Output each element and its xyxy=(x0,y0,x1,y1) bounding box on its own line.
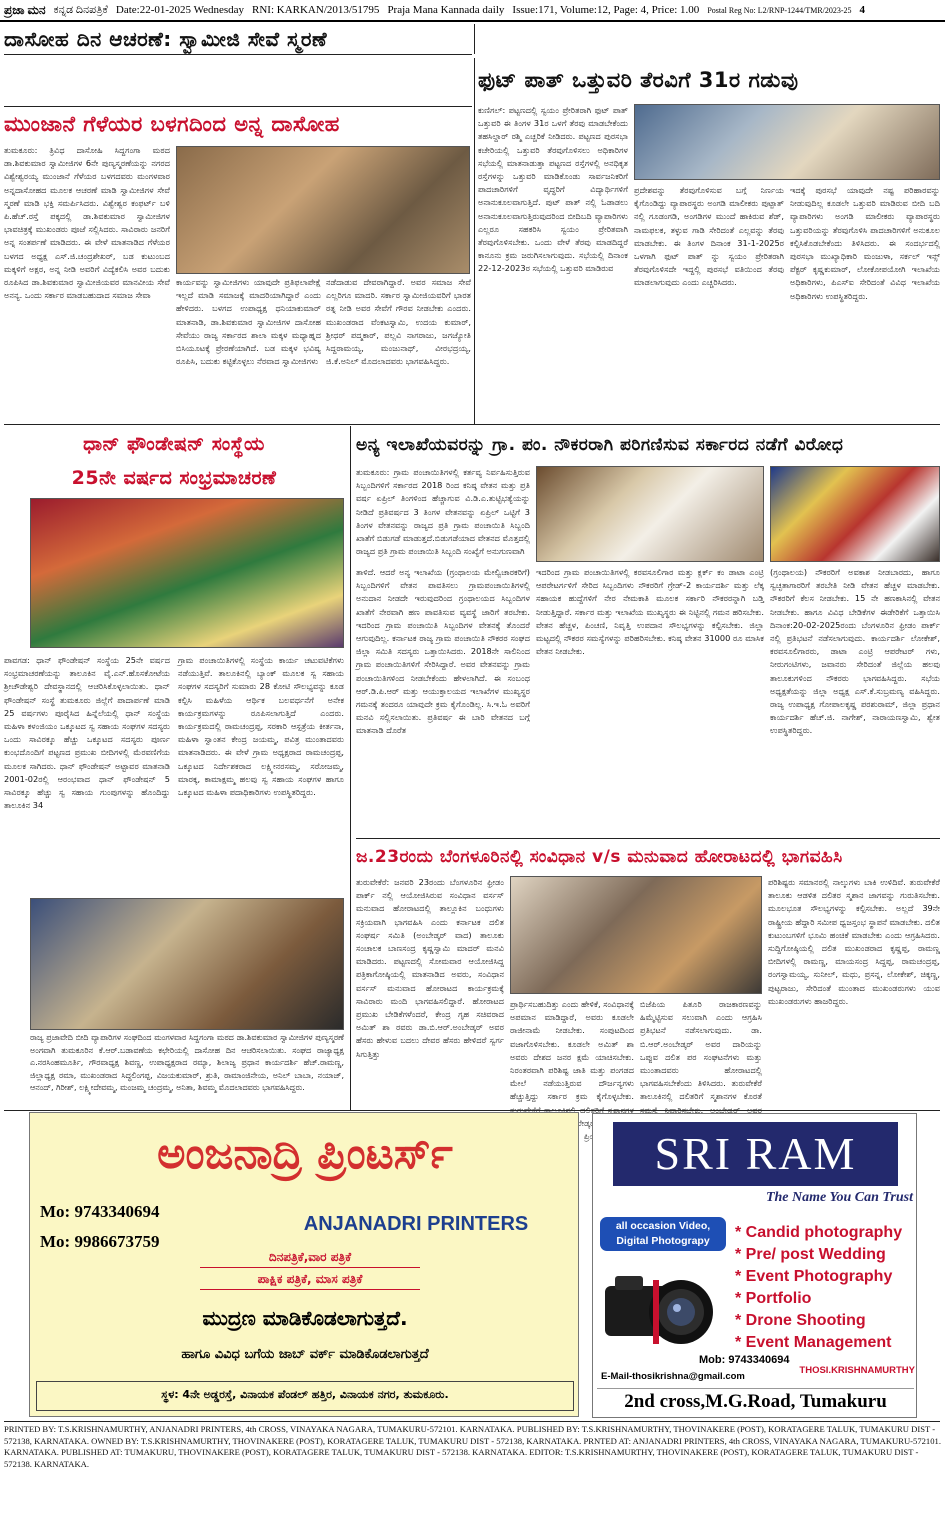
ad-sri-ram xyxy=(592,1113,917,1418)
story4-column: ತಾಳಿದೆ. ಆದರೆ ಅನ್ಯ ಇಲಾಖೆಯ (ಗ್ರಂಥಾಲಯ ಮೇಲ್ವಿಚಾರಕರಿಗೆ) ಸಿಬ್ಬಂದಿಗಳಿಗೆ ವೇತನ ಪಾವತಿಸಲು ಗ್ರಾಮಪಂಚಾಯಿತಿಗಳಲ್ಲಿ ಅನುದಾನ ನೀಡದೇ ಇರುವುದರಿಂದ ಗ್ರಂಥಾಲಯದ ಸಿಬ್ಬಂದಿಗಳ ಖಾತೆಗೆ ನೇರವಾಗಿ ಹಣ ಪಾವತಿಸುವ ವ್ಯವಸ್ಥೆ ಜಾರಿಗೆ ತರಬೇಕು. ಇದರಿಂದ ಗ್ರಾಮ ಪಂಚಾಯಿತಿ ಸಿಬ್ಬಂದಿಗಳ ವೇತನಕ್ಕೆ ತೊಂದರೆ ಆಗುವುದಿಲ್ಲ. ಕರ್ನಾಟಕ ರಾಜ್ಯ ಗ್ರಾಮ ಪಂಚಾಯಿತಿ ನೌಕರರ ಸಂಘದ ಜಿಲ್ಲಾ ಸಮಿತಿ ಸದಸ್ಯರು ಒತ್ತಾಯಿಸಿದರು. 2018ನೇ ಸಾಲಿನಿಂದ ಗ್ರಾಮ ಪಂಚಾಯಿತಿಗಳಿಗೆ ಸೇರಿಸಿದ್ದಾರೆ. ಅವರ ವೇತನವನ್ನು ಗ್ರಾಮ ಪಂಚಾಯಿತಿಗಳಿಂದ ನೀಡಬೇಕೆಂದು ಹೇಳಲಾಗಿದೆ. ಈ ಸಂಬಂಧ ಆರ್.ಡಿ.ಪಿ.ಆರ್ ಮತ್ತು ಆಯುಕ್ತಾಲಯದ ಇಲಾಖೆಗಳ ಮುಖ್ಯಸ್ಥರ ಗಮನಕ್ಕೆ ತಂದರೂ ಯಾವುದೇ ಕ್ರಮ ಕೈಗೊಂಡಿಲ್ಲ. ಸಿ.ಇ.ಓ ಅವರಿಗೆ ಮನವಿ ಸಲ್ಲಿಸಲಾಯಿತು. ಪ್ರತಿವರ್ಷ ಈ ಬಾರಿ ವೇತನದ ಬಗ್ಗೆ ಮಾತನಾಡಿ ದೊರೆತ xyxy=(356,567,530,736)
story5-column: ಪರಿಶಿಷ್ಟರು ಸಮಾನರಲ್ಲಿ ನಾಲ್ಕುಗಳು ಬಾಕಿ ಉಳಿದಿವೆ. ತುರುವೇಕೆರೆ ತಾಲೂಕು ಆಡಳಿತ ದಲಿತರ ಸ್ಮಶಾನ ಜಾಗವನ್ನು ಗುರುತಿಸಬೇಕು. ಮೂಲಭೂತ ಸೌಲಭ್ಯಗಳನ್ನು ಕಲ್ಪಿಸಬೇಕು. ಅಲ್ಲದೆ 39ನೇ ರಾಷ್ಟ್ರೀಯ ಹೆದ್ದಾರಿ ಸಮೀಪ ಧ್ವಜಸ್ತಂಭ ಸ್ಥಾಪನೆ ಮಾಡಬೇಕು. ದಲಿತ ಕುಟುಂಬಗಳಿಗೆ ಭೂಮಿ ಹಂಚಿಕೆ ಮಾಡಬೇಕು ಎಂದು ಆಗ್ರಹಿಸಿದರು. ಸುದ್ದಿಗೋಷ್ಠಿಯಲ್ಲಿ ದಲಿತ ಮುಖಂಡರಾದ ಕೃಷ್ಣಪ್ಪ, ರಾಮಣ್ಣ ಬೀದಿಗಳಲ್ಲಿ ರಾಮಣ್ಣ, ಮಾಯಸಂದ್ರ ಸಿದ್ದಪ್ಪ, ರಾಮಚಂದ್ರಪ್ಪ, ರಂಗಸ್ವಾಮಯ್ಯ, ಸುನೀಲ್, ಮಧು, ಪ್ರಸನ್ನ, ಲೋಕೇಶ್, ಚಿಕ್ಕಣ್ಣ, ಪುಟ್ಟರಾಜು, ಸೇರಿದಂತೆ ಮುಂತಾದ ಮುಖಂಡರುಗಳು ಯುವ ಮುಖಂಡರುಗಳು ಹಾಜರಿದ್ದರು. xyxy=(768,877,941,1006)
story5-column: ಪ್ರಾರ್ಥಿಸಬಹುದಿತ್ತು ಎಂದು ಹೇಳಿಕೆ, ಸಂವಿಧಾನಕ್ಕೆ ಅಪಮಾನ ಮಾಡಿದ್ದಾರೆ, ಅವರು ಕೂಡಲೇ ರಾಜೀನಾಮೆ ನೀಡಬೇಕು. ಸಂಪುಟದಿಂದ ವಜಾಗೊಳಿಸಬೇಕು. ಕೂಡಲೇ ಅಮಿತ್ ಶಾ ಅವರು ದೇಶದ ಜನರ ಕ್ಷಮೆ ಯಾಚಿಸಬೇಕು. ನಿರಂತರವಾಗಿ ಪರಿಶಿಷ್ಟ ಜಾತಿ ಮತ್ತು ಪಂಗಡದ ಮೇಲೆ ನಡೆಯುತ್ತಿರುವ ದೌರ್ಜನ್ಯಗಳು ಹೆಚ್ಚುತ್ತಿದ್ದು ಸರ್ಕಾರ ಕ್ರಮ ಕೈಗೊಳ್ಳಬೇಕು. ಅಂಬೇಡ್ಕರ್ xyxy=(510,999,634,1128)
ad-mobile: Mob: 9743340694 xyxy=(699,1354,790,1366)
ad-line: ಪಾಕ್ಷಿಕ ಪತ್ರಿಕೆ, ಮಾಸ ಪತ್ರಿಕೆ xyxy=(200,1269,420,1290)
divider xyxy=(4,1110,940,1111)
story1-column: ಕಾರ್ಯವನ್ನು ಸ್ವಾಮೀಜಿಗಳು ಯಾವುದೇ ಪ್ರತಿಫಲಾಪೇಕ್ಷೆ ಇಲ್ಲದೆ ಮಾಡಿ ಸಮಾಜಕ್ಕೆ ಮಾದರಿಯಾಗಿದ್ದಾರೆ ಎಂದು ಹೇಳಿದರು. ಬಳಗದ ಉಪಾಧ್ಯಕ್ಷ ಧನಿಯಾಕುಮಾರ್ ಮಾತನಾಡಿ, ಡಾ.ಶಿವಕುಮಾರ ಸ್ವಾಮೀಜಿಗಳ ದಾಸೋಹ ಸೇವೆಯು ರಾಜ್ಯ ಸರ್ಕಾರದ ಶಾಲಾ ಮಕ್ಕಳ ಮಧ್ಯಾಹ್ನದ ಬಿಸಿಯೂಟಕ್ಕೆ ಪ್ರೇರಣೆಯಾಗಿದೆ. ಬಡ ಮಕ್ಕಳ ಭವಿಷ್ಯ ರೂಪಿಸಿ, ಬದುಕು ಕಟ್ಟಿಕೊಳ್ಳಲು ನೆರವಾದ ಸ್ವಾಮೀಜಿಗಳು xyxy=(176,277,321,367)
ad-service-item: * Pre/ post Wedding xyxy=(735,1246,886,1263)
page-number: 4 xyxy=(859,4,866,16)
story5-photo xyxy=(510,876,762,994)
divider xyxy=(4,424,940,425)
story2-photo xyxy=(634,104,940,180)
story4-column: ಇದರಿಂದ ಗ್ರಾಮ ಪಂಚಾಯಿತಿಗಳಲ್ಲಿ ಕರವಸೂಲಿಗಾರ ಮತ್ತು ಕ್ಲರ್ಕ್ ಕಂ ಡಾಟಾ ಎಂಟ್ರಿ ಆಪರೇಟರ್ಗಳಿಗೆ ಸೇರಿದ ಸಿಬ್ಬಂದಿಗಳು ನೌಕರರಿಗೆ ಗ್ರೇಡ್-2 ಕಾರ್ಯದರ್ಶಿ ಮತ್ತು ಲೆಕ್ಕ ಸಹಾಯಕ ಹುದ್ದೆಗಳಿಗೆ ನೇರ ನೇಮಕಾತಿ ಮೂಲಕ ಸರ್ಕಾರಿ ನೌಕರರನ್ನಾಗಿ ಬಡ್ತಿ ನೀಡುತ್ತಿದ್ದಾರೆ. ಸರ್ಕಾರ ಮತ್ತು ಇಲಾಖೆಯ ಮುಖ್ಯಸ್ಥರು ಈ ನಿಟ್ಟಿನಲ್ಲಿ ಗಮನ ಹರಿಸಬೇಕು. ವೇತನ ಹೆಚ್ಚಳ, ಪಿಂಚಣಿ, ನಿವೃತ್ತಿ ಉಪದಾನ ಸೌಲಭ್ಯಗಳನ್ನು ಕಲ್ಪಿಸಬೇಕು. ಜಿಲ್ಲಾ ಮಟ್ಟದಲ್ಲಿ ನೌಕರರ ಸಮಸ್ಯೆಗಳನ್ನು ಪರಿಹರಿಸಬೇಕು. ಕನಿಷ್ಠ ವೇತನ 31000 ರೂ ಮಾಸಿಕ ವೇತನ ನೀಡಬೇಕು. xyxy=(536,567,764,657)
story3-photo xyxy=(30,498,344,648)
ad-line: ದಿನಪತ್ರಿಕೆ,ವಾರ ಪತ್ರಿಕೆ xyxy=(200,1247,420,1268)
story3-caption: ರಾಜ್ಯ ಪ್ರಜಾವೇದಿ ಬೀದಿ ವ್ಯಾಪಾರಿಗಳ ಸಂಘದಿಂದ ಮಂಗಳವಾರ ಸಿದ್ದಗಂಗಾ ಮಠದ ಡಾ.ಶಿವಕುಮಾರ ಸ್ವಾಮೀಜಿಗಳ ಪುಣ್ಯಸ್ಮರಣೆ ಅಂಗವಾಗಿ ತುಮಕೂರಿನ ಕೆ.ಆರ್.ಬಡಾವಣೆಯ ಕಛೇರಿಯಲ್ಲಿ ದಾಸೋಹ ದಿನ ಆಚರಿಸಲಾಯಿತು. ಸಂಘದ ರಾಜ್ಯಾಧ್ಯಕ್ಷ ಎ.ನರಸಿಂಹಮೂರ್ತಿ, ಗೌರವಾಧ್ಯಕ್ಷ ಶಿವಣ್ಣ, ಉಪಾಧ್ಯಕ್ಷರಾದ ರಮ್ಯಾ, ಶಿಲಾಜ್ಯ ಪ್ರಧಾನ ಕಾರ್ಯದರ್ಶಿ ಹೆಚ್.ರಾಮಣ್ಣ, ಜಿಲ್ಲಾಧ್ಯಕ್ಷ ರಮಾ, ಮುಖಂಡರಾದ ಸಿದ್ಧಲಿಂಗಪ್ಪ, ವಿಜಯಕುಮಾರ್, ಶ್ರುತಿ, ರಾಮಾಂಜಿನೇಯ, ಅನಿಲ್ ಬಾಬಾ, ನಯಾಜ್, ಆನಂದ್, ಗಿರೀಶ್, ಲಕ್ಷ್ಮೀದೇವಮ್ಮ, ಮಂಜಮ್ಮ ಚಂದ್ರಮ್ಮ, ಅನಿತಾ, ಶಿವಮ್ಮ ಮೊದಲಾದವರು ಭಾಗವಹಿಸಿದ್ದರು. xyxy=(30,1033,344,1092)
story4-column: (ಗ್ರಂಥಾಲಯ) ನೌಕರರಿಗೆ ಅವಕಾಶ ನೀಡಬಾರದು, ಹಾಗೂ ಸ್ವಚ್ಛತಾಗಾರರಿಗೆ ತರಬೇತಿ ನೀಡಿ ವೇತನ ಹೆಚ್ಚಳ ಮಾಡಬೇಕು. ನೌಕರರಿಗೆ ಕೆಲಸ ನೀಡಬೇಕು. 15 ನೇ ಹಣಕಾಸಿನಲ್ಲಿ ವೇತನ ನೀಡಬೇಕು. ಹಾಗೂ ವಿವಿಧ ಬೇಡಿಕೆಗಳ ಈಡೇರಿಕೆಗೆ ಒತ್ತಾಯಿಸಿ ದಿನಾಂಕ:20-02-2025ರಂದು ಬೆಂಗಳೂರಿನ ಫ್ರೀಡಂ ಪಾರ್ಕ್ ನಲ್ಲಿ ಪ್ರತಿಭಟನೆ ನಡೆಸಲಾಗುವುದು. ಕಾರ್ಯದರ್ಶಿ ಲೋಕೇಶ್, ಕರವಸೂಲಿಗಾರರು, ಡಾಟಾ ಎಂಟ್ರಿ ಆಪರೇಟರ್ ಗಳು, ನೀರುಗಂಟಿಗಳು, ಜವಾನರು ಸೇರಿದಂತೆ ಜಿಲ್ಲೆಯ ಹಲವು ತಾಲೂಕುಗಳಿಂದ ನೌಕರರು ಭಾಗವಹಿಸಿದ್ದರು. ಸಭೆಯ ಅಧ್ಯಕ್ಷತೆಯನ್ನು ಜಿಲ್ಲಾ ಅಧ್ಯಕ್ಷ ಎಸ್.ಕೆ.ಸುಬ್ರಮಣ್ಯ ವಹಿಸಿದ್ದರು. ರಾಜ್ಯ ಉಪಾಧ್ಯಕ್ಷ ಗೋಪಾಲಕೃಷ್ಣ ಪರಶುರಾಮ್, ಜಿಲ್ಲಾ ಪ್ರಧಾನ ಕಾರ್ಯದರ್ಶಿ ಹೆಚ್.ಜಿ. ನಾಗೇಶ್, ನಾರಾಯಣಸ್ವಾಮಿ, ಶ್ವೇತ ಉಪಸ್ಥಿತರಿದ್ದರು. xyxy=(770,567,940,736)
ad-line: ಮುದ್ರಣ ಮಾಡಿಕೊಡಲಾಗುತ್ತದೆ. xyxy=(202,1306,408,1330)
story2-column: ಪ್ರದೇಶವನ್ನು ತೆರವುಗೊಳಿಸುವ ಬಗ್ಗೆ ನಿರ್ಣಯ ಕೈಗೊಂಡಿದ್ದು ವ್ಯಾಪಾರಸ್ಥರು ಅಂಗಡಿ ಮಾಲೀಕರು ಪುಟ್ಪಾತ್ ನಲ್ಲಿ ಗೂಡಂಗಡಿ, ಅಂಗಡಿಗಳ ಮುಂದೆ ಹಾಕಿರುವ ಶೆಡ್, ನಾಮಫಲಕ, ತಳ್ಳುವ ಗಾಡಿ ಸೇರಿದಂತೆ ಎಲ್ಲವನ್ನು ತೆರವು ಮಾಡಬೇಕು. ಈ ತಿಂಗಳ ದಿನಾಂಕ 31-1-2025ರ ಒಳಗಾಗಿ ಫುಟ್ ಪಾತ್ ನ್ನು ಸ್ವಯಂ ಪ್ರೇರಿತರಾಗಿ ತೆರವುಗೊಳಿಸದೇ ಇದ್ದಲ್ಲಿ ಪುರಸಭೆ ವತಿಯಿಂದ ತೆರವು ಮಾಡಲಾಗುವುದು ಎಂದು ಎಚ್ಚರಿಸಿದರು. xyxy=(634,185,784,288)
story3-headline-line1: ಧಾನ್ ಫೌಂಡೇಷನ್ ಸಂಸ್ಥೆಯ xyxy=(83,433,265,455)
ad-phone: Mo: 9986673759 xyxy=(40,1232,160,1251)
story3-column: ಪಾವಗಡ: ಧಾನ್ ಫೌಂಡೇಷನ್ ಸಂಸ್ಥೆಯ 25ನೇ ವರ್ಷದ ಸಂಭ್ರಮಾಚರಣೆಯನ್ನು ತಾಲೂಕಿನ ವೈ.ಎನ್.ಹೊಸಕೋಟೆಯ ಶ್ರೀಚೌಡೇಶ್ವರಿ ದೇವಸ್ಥಾನದಲ್ಲಿ ಆಚರಿಸಿಕೊಳ್ಳಲಾಯಿತು. ಧಾನ್ ಫೌಂಡೇಷನ್ ಸಂಸ್ಥೆ ತುಮಕೂರು ಜಿಲ್ಲೆಗೆ ಪಾದಾರ್ಪಣೆ ಮಾಡಿ 25 ವರ್ಷಗಳು ಪೂರೈಸಿದ ಹಿನ್ನೆಲೆಯಲ್ಲಿ ಧಾನ್ ಸಂಸ್ಥೆಯ ಮಹಿಳಾ ಕಳಂಜಿಯಂ ಒಕ್ಕೂಟದ ಸ್ವ ಸಹಾಯ ಸಂಘಗಳ ಸದಸ್ಯರು ಒಂದು ಸಾವಿರಕ್ಕೂ ಹೆಚ್ಚು ಒಕ್ಕೂಟದ ಸದಸ್ಯರು ಪೂರ್ಣ ಕುಂಭದೊಂದಿಗೆ ಪಟ್ಟಣದ ಪ್ರಮುಖ ಬೀದಿಗಳಲ್ಲಿ ಮೆರವಣಿಗೆಯ ಮೂಲಕ ಸಾಗಿದರು. ಧಾನ್ ಫೌಂಡೇಷನ್ ಅಟ್ಟಾವರ ಮಾತನಾಡಿ 2001-02ರಲ್ಲಿ ಆರಂಭವಾದ ಧಾನ್ ಫೌಂಡೇಷನ್ 5 ಸಾವಿರಕ್ಕೂ ಹೆಚ್ಚು ಸ್ವ ಸಹಾಯ ಗುಂಪುಗಳನ್ನು ಹೊಂದಿದ್ದು ತಾಲೂಕಿನ 34 xyxy=(4,655,170,811)
story5-column: ಬಿಜೆಪಿಯ ಪಿತೂರಿ ರಾಜಕಾರಣವನ್ನು ಹಿಮ್ಮೆಟ್ಟಿಸುವ ಸಲುವಾಗಿ ಎಂದು ಆಗ್ರಹಿಸಿ ಪ್ರತಿಭಟನೆ ನಡೆಸಲಾಗುವುದು. ಡಾ. ಬಿ.ಆರ್.ಅಂಬೇಡ್ಕರ್ ಅವರ ದಾರಿಯನ್ನು ಒಪ್ಪುವ ದಲಿತ ಪರ ಸಂಘಟನೆಗಳು ಮತ್ತು ಮುಂತಾದವರು ಹೋರಾಟದಲ್ಲಿ ಭಾಗವಹಿಸಬೇಕೆಂದು ತಿಳಿಸಿದರು. ತುರುವೇಕೆರೆ ತಾಲೂಕಿನಲ್ಲಿ ದಲಿತರಿಗೆ ಸ್ಮಶಾನಗಳ ಕೊರತೆ xyxy=(640,999,762,1102)
ad-anjanadri-printers xyxy=(29,1112,579,1417)
story1-kicker: ದಾಸೋಹ ದಿನ ಆಚರಣೆ: ಸ್ವಾಮೀಜಿ ಸೇವೆ ಸ್ಮರಣೆ xyxy=(4,27,328,51)
ad-services-list xyxy=(735,1222,915,1354)
ad-owner: THOSI.KRISHNAMURTHY xyxy=(799,1365,915,1376)
ad-phone: Mo: 9743340694 xyxy=(40,1202,160,1221)
ad-address: ಸ್ಥಳ: 4ನೇ ಅಡ್ಡರಸ್ತೆ, ವಿನಾಯಕ ಪೆಂಡಲ್ ಹತ್ತಿರ, ವಿನಾಯಕ ನಗರ, ತುಮಕೂರು. xyxy=(36,1381,574,1411)
ad-service-item: * Drone Shooting xyxy=(735,1312,866,1329)
ad-badge: all occasion Video, Digital Photograpy xyxy=(599,1216,727,1252)
ad-service-item: * Candid photography xyxy=(735,1224,903,1241)
story4-headline: ಅನ್ಯ ಇಲಾಖೆಯವರನ್ನು ಗ್ರಾ. ಪಂ. ನೌಕರರಾಗಿ ಪರಿಗಣಿಸುವ ಸರ್ಕಾರದ ನಡೆಗೆ ವಿರೋಧ xyxy=(356,435,844,455)
divider xyxy=(474,58,475,424)
story4-photo xyxy=(536,466,764,562)
story2-column: ಇದಕ್ಕೆ ಪುರಸಭೆ ಯಾವುದೇ ನಷ್ಟ ಪರಿಹಾರವನ್ನು ನೀಡುವುದಿಲ್ಲ ಕೂಡಲೇ ಒತ್ತುವರಿ ಮಾಡಿರುವ ಬೀದಿ ಬದಿ ವ್ಯಾಪಾರಿಗಳು ಅಂಗಡಿ ಮಾಲೀಕರು ವ್ಯಾಪಾರಸ್ಥರು ಒತ್ತುವರಿಯನ್ನು ತೆರವುಗೊಳಿಸಿ ಪಾದಚಾರಿಗಳಿಗೆ ಅನುಕೂಲ ಕಲ್ಪಿಸಿಕೊಡಬೇಕೆಂದು ತಿಳಿಸಿದರು. ಈ ಸಂದರ್ಭದಲ್ಲಿ ಪುರಸಭಾ ಮುಖ್ಯಾಧಿಕಾರಿ ಮಂಜುಳಾ, ಸರ್ಕಲ್ ಇನ್ಸ್ ಪೆಕ್ಟರ್ ಕೃಷ್ಣಕುಮಾರ್, ಲೋಕೋಪಯೋಗಿ ಇಲಾಖೆಯ ಅಧಿಕಾರಿಗಳು, ಪಿಎಸ್ಐ ಸೇರಿದಂತೆ ವಿವಿಧ ಇಲಾಖೆಯ ಅಧಿಕಾರಿಗಳು ಉಪಸ್ಥಿತರಿದ್ದರು. xyxy=(790,185,940,301)
story4-photo xyxy=(770,466,940,562)
ad-service-item: * Portfolio xyxy=(735,1290,812,1307)
ad-address: 2nd cross,M.G.Road, Tumakuru xyxy=(597,1388,914,1415)
ad-email: E-Mail-thosikrishna@gmail.com xyxy=(601,1371,745,1382)
story1-headline: ಮುಂಜಾನೆ ಗೆಳೆಯರ ಬಳಗದಿಂದ ಅನ್ನ ದಾಸೋಹ xyxy=(4,112,340,136)
ad-service-item: * Event Management xyxy=(735,1334,892,1351)
ad-tagline: The Name You Can Trust xyxy=(765,1190,913,1205)
story1-column: ನಡೆದಾಡುವ ದೇವರಾಗಿದ್ದಾರೆ. ಅವರ ಸಮಾಜ ಸೇವೆ ಎಲ್ಲರಿಗೂ ಮಾದರಿ. ಸರ್ಕಾರ ಸ್ವಾಮೀಜಿಯವರಿಗೆ ಭಾರತ ರತ್ನ ನೀಡಿ ಅವರ ಸೇವೆಗೆ ಗೌರವ ನೀಡಬೇಕು ಎಂದರು. ಮುಖಂಡರಾದ ವೆಂಕಟಸ್ವಾಮಿ, ಉದಯ ಕುಮಾರ್, ಶ್ರೀಧರ್ ಪದ್ಮಕಾರ್, ಪಲ್ಲವಿ ನಾಗರಾಜು, ಜಗಜ್ಯೋತಿ ಸಿದ್ದರಾಮಯ್ಯ, ಮಂಜುನಾಥ್, ವೀರಭದ್ರಯ್ಯ, ಜಿ.ಕೆ.ಅನಿಲ್ ಮೊದಲಾದವರು ಭಾಗವಹಿಸಿದ್ದರು. xyxy=(326,277,471,367)
story4-column: ತುಮಕೂರು: ಗ್ರಾಮ ಪಂಚಾಯಿತಿಗಳಲ್ಲಿ ಕರ್ತವ್ಯ ನಿರ್ವಹಿಸುತ್ತಿರುವ ಸಿಬ್ಬಂದಿಗಳಿಗೆ ಸರ್ಕಾರದ 2018 ರಿಂದ ಕನಿಷ್ಠ ವೇತನ ಮತ್ತು ಪ್ರತಿ ವರ್ಷ ಏಪ್ರಿಲ್ ತಿಂಗಳಿಂದ ಹೆಚ್ಚಾಗುವ ವಿ.ಡಿ.ಎ.ತುಟ್ಟಿಭತ್ಯೆಯನ್ನು ನೀಡಿದೆ ಪ್ರತಿವರ್ಷದ 3 ತಿಂಗಳ ವೇತನವನ್ನು ಏಪ್ರಿಲ್ ಒಟ್ಟಿಗೆ 3 ತಿಂಗಳ ವೇತನವನ್ನು ರಾಜ್ಯದ ಪ್ರತಿ ಗ್ರಾಮ ಪಂಚಾಯಿತಿ ಸಿಬ್ಬಂದಿ ಖಾತೆಗೆ ಬಿಡುಗಡೆ ಮಾಡುತ್ತದೆ.ಬಿಡುಗಡೆಯಾದ ವೇತನದ ಮೊತ್ತದಲ್ಲಿ ರಾಜ್ಯದ ಪ್ರತಿ ಗ್ರಾಮ ಪಂಚಾಯಿತಿ ಸಿಬ್ಬಂದಿ ಸಂಖ್ಯೆಗೆ ಅನುಗುಣವಾಗಿ xyxy=(356,467,530,557)
divider xyxy=(4,106,472,107)
story2-headline: ಫುಟ್ ಪಾತ್ ಒತ್ತುವರಿ ತೆರವಿಗೆ 31ರ ಗಡುವು xyxy=(478,68,799,92)
masthead xyxy=(0,0,945,22)
masthead-subtitle: ಕನ್ನಡ ದಿನಪತ್ರಿಕೆ xyxy=(53,3,108,16)
story3-photo xyxy=(30,898,344,1030)
ad-title: SRI RAM xyxy=(613,1122,898,1186)
imprint-footer: PRINTED BY: T.S.KRISHNAMURTHY, ANJANADRI PRINTERS, 4th CROSS, VINAYAKA NAGARA, TUMAKURU-572101. KARNATAKA. PUBLISHED BY: T.S.KRISHNAMURTHY, THOVINAKERE (POST), KORATAGERE TALUK, TUMAKURU DIST - 572138, KARNATAKA. OWNED BY: T.S.KRISHNAMURTHY, THOVINAKERE (POST), KORATAGERE TALUK, TUMAKURU DIST - 572138, KARNATAKA. PRNTED AT: ANJANADRI PRINTERS, 4th CROSS, VINAYAKA NAGARA, TUMAKURU-572101. KARNATAKA. PUBLISHED AT: TUMAKURU, THOVINAKERE (POST), KORATAGERE TALUK, TUMAKURU DIST - 572138. KARNATAKA. EDITOR: T.S.KRISHNAMURTHY, THOVINAKERE (POST), KORATAGERE TALUK, TUMAKURU DIST - 572138. KARNATAKA. xyxy=(4,1424,941,1469)
divider xyxy=(474,24,475,54)
story5-column: ತುರುವೇಕೆರೆ: ಜನವರಿ 23ರಂದು ಬೆಂಗಳೂರಿನ ಫ್ರೀಡಂ ಪಾರ್ಕ್ ನಲ್ಲಿ ಆಯೋಜಿಸಿರುವ ಸಂವಿಧಾನ ವರ್ಸಸ್ ಮನುವಾದ ಹೋರಾಟದಲ್ಲಿ ತಾಲ್ಲೂಕಿನ ಬಂಧುಗಳು ಸಕ್ರಿಯವಾಗಿ ಭಾಗವಹಿಸಿ ಎಂದು ಕರ್ನಾಟಕ ದಲಿತ ಸಂಘರ್ಷ ಸಮಿತಿ (ಅಂಬೇಡ್ಕರ್ ವಾದ) ತಾಲೂಕು ಸಂಚಾಲಕ ಬಾಣಸಂದ್ರ ಕೃಷ್ಣಸ್ವಾಮಿ ಮಾದರ್ ಮನವಿ ಮಾಡಿದರು. ಪಟ್ಟಣದಲ್ಲಿ ಸೋಮವಾರ ಆಯೋಜಿಸಿದ್ದ ಪತ್ರಿಕಾಗೋಷ್ಠಿಯಲ್ಲಿ ಮಾತನಾಡಿದ ಅವರು, ಸಂವಿಧಾನ ವರ್ಸಸ್ ಮನುವಾದ ಹೋರಾಟದ ಕಾರ್ಯಕ್ರಮಕ್ಕೆ ಸಾವಿರಾರು ಮಂದಿ ಭಾಗವಹಿಸಲಿದ್ದಾರೆ. ಹೋರಾಟದ ಪ್ರಮುಖ ಬೇಡಿಕೆಗಳೆಂದರೆ, ಕೇಂದ್ರ ಗೃಹ ಸಚಿವರಾದ ಅಮಿತ್ ಶಾ ರವರು ಡಾ.ಬಿ.ಆರ್.ಅಂಬೇಡ್ಕರ್ ಅವರ ಹೆಸರು ಹೇಳುವ ಬದಲು ದೇವರ ಹೆಸರು ಹೇಳಿದರೆ ಸ್ವರ್ಗ ಸಿಗುತ್ತಿತ್ತು xyxy=(356,877,504,1059)
story3-headline-line2: 25ನೇ ವರ್ಷದ ಸಂಭ್ರಮಾಚರಣೆ xyxy=(71,467,277,489)
divider xyxy=(4,1421,940,1422)
story1-photo xyxy=(176,146,470,274)
story2-column: ಕುಣಿಗಲ್: ಪಟ್ಟಣದಲ್ಲಿ ಸ್ವಯಂ ಪ್ರೇರಿತರಾಗಿ ಫುಟ್ ಪಾತ್ ಒತ್ತುವರಿ ಈ ತಿಂಗಳ 31ರ ಒಳಗೆ ತೆರವು ಮಾಡಬೇಕೆಂದು ತಹಸಿಲ್ದಾರ್ ರಶ್ಮಿ ಎಚ್ಚರಿಕೆ ನೀಡಿದರು. ಪಟ್ಟಣದ ಪುರಸಭಾ ಕಚೇರಿಯಲ್ಲಿ ಒತ್ತುವರಿ ತೆರವುಗೊಳಿಸಲು ಅಧಿಕಾರಿಗಳ ಸಭೆಯಲ್ಲಿ ಮಾತನಾಡುತ್ತಾ ಪಟ್ಟಣದ ರಸ್ತೆಗಳಲ್ಲಿ ಅನಧಿಕೃತ ರಸ್ತೆಗಳನ್ನು ಒತ್ತುವರಿ ಮಾಡಿಕೊಂಡು ಸಾರ್ವಜನಿಕರಿಗೆ ಪಾದಚಾರಿಗಳಿಗೆ ವೃದ್ಧರಿಗೆ ವಿದ್ಯಾರ್ಥಿಗಳಿಗೆ ಅನಾನುಕೂಲವಾಗುತ್ತಿದೆ. ಪುಟ್ ಪಾತ್ ನಲ್ಲಿ ಓಡಾಡಲು ಅನಾನುಕೂಲವಾಗುತ್ತಿರುವುದರಿಂದ ಬೀದಿಬದಿ ವ್ಯಾಪಾರಿಗಳು ಎಲ್ಲರೂ ಸಹಕರಿಸಿ ಸ್ವಯಂ ಪ್ರೇರಿತವಾಗಿ ತೆರವುಗೊಳಿಸಬೇಕು. ಒಂದು ವೇಳೆ ತೆರವು ಮಾಡದಿದ್ದರೆ ಕಾನೂನು ಕ್ರಮ ಜರುಗಿಸಲಾಗುವುದು. ಸಭೆಯಲ್ಲಿ ದಿನಾಂಕ 22-12-2023ರ ಸಭೆಯಲ್ಲಿ ಒತ್ತುವರಿ ಮಾಡಿರುವ xyxy=(478,105,628,274)
divider xyxy=(4,54,472,55)
divider xyxy=(356,838,940,839)
ad-line: ಹಾಗೂ ವಿವಿಧ ಬಗೆಯ ಜಾಬ್ ವರ್ಕ್ ಮಾಡಿಕೊಡಲಾಗುತ್ತದೆ xyxy=(181,1347,429,1362)
divider xyxy=(350,426,351,1110)
ad-title-english: ANJANADRI PRINTERS xyxy=(303,1213,529,1235)
story5-headline: ಜ.23ರಂದು ಬೆಂಗಳೂರಿನಲ್ಲಿ ಸಂವಿಧಾನ v/s ಮನುವಾದ ಹೋರಾಟದಲ್ಲಿ ಭಾಗವಹಿಸಿ xyxy=(356,847,843,867)
issue-info: Issue:171, Volume:12, Page: 4, Price: 1.00 xyxy=(512,4,700,16)
rni-number: RNI: KARKAN/2013/51795 xyxy=(252,4,380,16)
story3-column: ಗ್ರಾಮ ಪಂಚಾಯಿತಿಗಳಲ್ಲಿ ಸಂಸ್ಥೆಯ ಕಾರ್ಯ ಚಟುವಟಿಕೆಗಳು ನಡೆಯುತ್ತಿವೆ. ತಾಲೂಕಿನಲ್ಲಿ ಬ್ಯಾಂಕ್ ಮೂಲಕ ಸ್ವ ಸಹಾಯ ಸಂಘಗಳ ಸದಸ್ಯರಿಗೆ ಸುಮಾರು 28 ಕೋಟಿ ಸೌಲಭ್ಯವನ್ನು ಕೂಡ ಕಲ್ಪಿಸಿ ಮಹಿಳೆಯ ಆರ್ಥಿಕ ಬಲವರ್ಧನೆಗೆ ಅನೇಕ ಕಾರ್ಯಕ್ರಮಗಳನ್ನು ರೂಪಿಸಲಾಗುತ್ತಿದೆ ಎಂದರು. ಕಾರ್ಯಕ್ರಮದಲ್ಲಿ ರಾಮಚಂದ್ರಪ್ಪ, ಸರಕಾರಿ ಆಸ್ಪತ್ರೆಯ ಕೀರ್ತನಾ, ಮಹಿಳಾ ಸ್ವಾಂತನ ಕೇಂದ್ರ ಜಯಮ್ಮ, ಪವಿತ್ರ ಮುಂತಾದವರು ಮಾತನಾಡಿದರು. ಈ ವೇಳೆ ಗ್ರಾಮ ಅಧ್ಯಕ್ಷರಾದ ರಾಮಚಂದ್ರಪ್ಪ, ಒಕ್ಕೂಟದ ನಿರ್ದೇಶಕರಾದ ಲಕ್ಷ್ಮೀನರಸಮ್ಮ, ಸರೋಜಮ್ಮ, ಮಾರಕ್ಕ, ಕಾಮಾಕ್ಷಮ್ಮ ಹಲವು ಸ್ವ ಸಹಾಯ ಸಂಘಗಳ ಹಾಗೂ ಒಕ್ಕೂಟದ ಮಹಿಳಾ ಪದಾಧಿಕಾರಿಗಳು ಉಪಸ್ಥಿತರಿದ್ದರು. xyxy=(178,655,344,798)
issue-date: Date:22-01-2025 Wednesday xyxy=(115,4,245,16)
ad-service-item: * Event Photography xyxy=(735,1268,893,1285)
paper-name: Praja Mana Kannada daily xyxy=(387,4,505,16)
camera-icon xyxy=(601,1264,729,1348)
postal-reg: Postal Reg No: L2/RNP-1244/TMR/2023-25 xyxy=(707,5,852,15)
newspaper-logo: ಪ್ರಜಾ ಮನ xyxy=(4,2,46,17)
story1-column: ತುಮಕೂರು: ತ್ರಿವಿಧ ದಾಸೋಹಿ ಸಿದ್ದಗಂಗಾ ಮಠದ ಡಾ.ಶಿವಕುಮಾರ ಸ್ವಾಮೀಜಿಗಳ 6ನೇ ಪುಣ್ಯಸ್ಮರಣೆಯನ್ನು ನಗರದ ವಿಶ್ವೇಶ್ವರಯ್ಯ ಮುಂಜಾನೆ ಗೆಳೆಯರ ಬಳಗದವರು ಮಂಗಳವಾರ ಅನ್ನದಾಸೋಹದ ಮೂಲಕ ಆಚರಣೆ ಮಾಡಿ ಸ್ವಾಮೀಜಿಗಳ ಸೇವೆ ಸ್ಮರಣೆ ಮಾಡಿ ಭಕ್ತಿ ಸಮರ್ಪಿಸಿದರು. ವಿಶ್ವೇಶ್ವರ ಕಂಫರ್ಟ್ ಬಳಿ ಪಿ.ಹೆಚ್.ರಸ್ತೆ ಪಕ್ಕದಲ್ಲಿ ಡಾ.ಶಿವಕುಮಾರ ಸ್ವಾಮೀಜಿಗಳ ಭಾವಚಿತ್ರಕ್ಕೆ ಮುಖಂಡರು ಪೂಜೆ ಸಲ್ಲಿಸಿದರು. ಸಾವಿರಾರು ಜನರಿಗೆ ಅನ್ನ ಸಂತರ್ಪಣೆ ಮಾಡಿದರು. ಈ ವೇಳೆ ಮಾತನಾಡಿದ ಗೆಳೆಯರ ಬಳಗದ ಅಧ್ಯಕ್ಷ ಎಸ್.ಜಿ.ಚಂದ್ರಶೇಖರ್, ಬಡ ಕುಟುಂಬದ ಮಕ್ಕಳಿಗೆ ಅಕ್ಷರ, ಅನ್ನ ನೀಡಿ ಅವರಿಗೆ ವಿದ್ಯೆಕಲಿಸಿ ಅವರ ಬದುಕು ರೂಪಿಸಿದ ಡಾ.ಶಿವಕುಮಾರ ಸ್ವಾಮೀಜಿಯವರ ಮಾನವೀಯ ಸೇವೆ ಅನನ್ಯ. ಒಂದು ಸರ್ಕಾರ ಮಾಡಬಹುದಾದ ಸಮಾಜ ಸೇವಾ xyxy=(4,145,170,301)
ad-title: ಅಂಜನಾದ್ರಿ ಪ್ರಿಂಟರ್ಸ್ xyxy=(157,1129,453,1179)
